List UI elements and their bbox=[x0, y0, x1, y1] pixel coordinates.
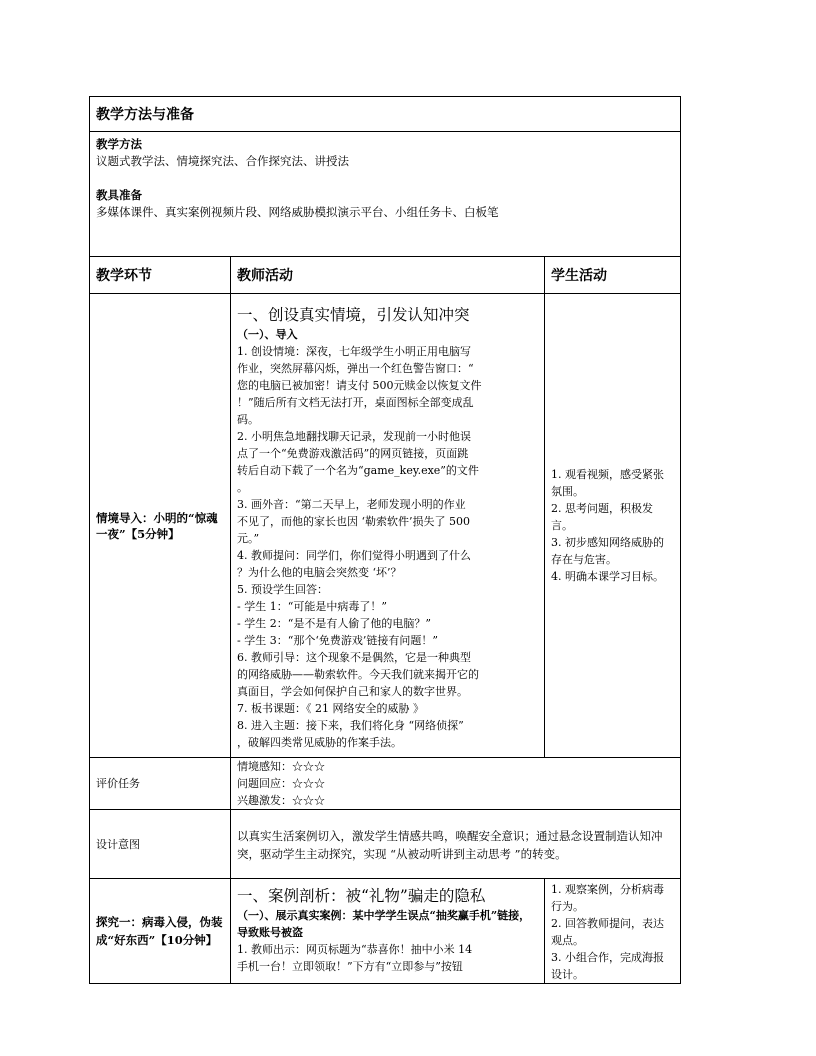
row-situation-intro bbox=[90, 294, 681, 758]
eval-item: 兴趣激发：☆☆☆ bbox=[237, 794, 325, 807]
prep-heading: 教具准备 bbox=[96, 188, 142, 202]
teacher-line: 4. 教师提问：同学们，你们觉得小明遇到了什么 bbox=[237, 549, 471, 562]
teacher-line: 6. 教师引导：这个现象不是偶然，它是一种典型 bbox=[237, 651, 471, 664]
section-title: 教学方法与准备 bbox=[90, 97, 681, 132]
teacher-line: ，破解四类常见威胁的作案手法。 bbox=[237, 736, 402, 749]
teacher-line: 5. 预设学生回答： bbox=[237, 583, 328, 596]
design-label: 设计意图 bbox=[90, 810, 231, 879]
teacher-line: 码。 bbox=[237, 413, 259, 426]
teacher-line: 转后自动下载了一个名为“game_key.exe”的文件 bbox=[237, 464, 479, 477]
methods-heading: 教学方法 bbox=[96, 137, 142, 151]
stage-situation-intro: 情境导入：小明的“惊魂一夜”【5分钟】 bbox=[90, 294, 231, 758]
eval-item: 问题回应：☆☆☆ bbox=[237, 777, 325, 790]
teacher-line: 真面目，学会如何保护自己和家人的数字世界。 bbox=[237, 685, 468, 698]
student-lines-2 bbox=[551, 881, 674, 983]
header-student: 学生活动 bbox=[545, 257, 681, 294]
teacher-line: 点了一个“免费游戏激活码”的网页链接，页面跳 bbox=[237, 447, 469, 460]
student-lines-1 bbox=[551, 466, 674, 585]
spacer bbox=[96, 170, 674, 187]
table-header-row bbox=[90, 257, 681, 294]
header-stage: 教学环节 bbox=[90, 257, 231, 294]
student-line: 1. 观看视频，感受紧张氛围。 bbox=[551, 468, 664, 498]
student-line: 4. 明确本课学习目标。 bbox=[551, 570, 664, 583]
student-line: 3. 小组合作，完成海报设计。 bbox=[551, 951, 664, 981]
prep-text: 多媒体课件、真实案例视频片段、网络威胁模拟演示平台、小组任务卡、白板笔 bbox=[96, 205, 499, 219]
teacher-line: 7. 板书课题：《 21 网络安全的威胁 》 bbox=[237, 702, 424, 715]
teacher-lines-1 bbox=[237, 343, 538, 751]
teacher-line: ！”随后所有文档无法打开，桌面图标全部变成乱 bbox=[237, 396, 474, 409]
lesson-plan-table bbox=[89, 96, 681, 984]
student-line: 1. 观察案例，分析病毒行为。 bbox=[551, 883, 664, 913]
teacher-line: 8. 进入主题：接下来，我们将化身 “网络侦探” bbox=[237, 719, 464, 732]
teacher-line: 手机一台！立即领取！”下方有“立即参与”按钮 bbox=[237, 960, 463, 973]
eval-label: 评价任务 bbox=[90, 758, 231, 810]
design-text: 以真实生活案例切入，激发学生情感共鸣，唤醒安全意识；通过悬念设置制造认知冲突，驱动学生主动探究，实现 “从被动听讲到主动思考 ”的转变。 bbox=[231, 810, 681, 879]
section-body-row bbox=[90, 132, 681, 257]
teacher-heading-1: 一、创设真实情境，引发认知冲突 bbox=[237, 306, 470, 324]
teacher-activity-2 bbox=[231, 879, 545, 984]
row-design-intent bbox=[90, 810, 681, 879]
header-teacher: 教师活动 bbox=[231, 257, 545, 294]
student-line: 2. 思考问题，积极发言。 bbox=[551, 502, 653, 532]
teacher-line: 您的电脑已被加密！请支付 500元赎金以恢复文件 bbox=[237, 379, 482, 392]
teacher-activity-1 bbox=[231, 294, 545, 758]
teacher-line: 1. 创设情境：深夜，七年级学生小明正用电脑写 bbox=[237, 345, 471, 358]
student-line: 2. 回答教师提问，表达观点。 bbox=[551, 917, 664, 947]
teacher-heading-2: 一、案例剖析：被“礼物”骗走的隐私 bbox=[237, 887, 486, 905]
teacher-line: 作业，突然屏幕闪烁，弹出一个红色警告窗口：“ bbox=[237, 362, 474, 375]
teacher-line: 1. 教师出示：网页标题为“恭喜你！抽中小米 14 bbox=[237, 943, 473, 956]
row-evaluation bbox=[90, 758, 681, 810]
teacher-line: ？为什么他的电脑会突然变 ‘坏’？ bbox=[237, 566, 402, 579]
teacher-line: - 学生 2：“是不是有人偷了他的电脑？” bbox=[237, 617, 431, 630]
student-activity-2 bbox=[545, 879, 681, 984]
teacher-lines-2 bbox=[237, 941, 538, 975]
teacher-line: 。 bbox=[237, 481, 248, 494]
teacher-line: 不见了，而他的家长也因 ‘勒索软件’损失了 500 bbox=[237, 515, 470, 528]
section-title-row bbox=[90, 97, 681, 132]
section-body bbox=[90, 132, 681, 257]
teacher-line: 的网络威胁——勒索软件。今天我们就来揭开它的 bbox=[237, 668, 479, 681]
teacher-line: - 学生 3：“那个‘免费游戏’链接有问题！” bbox=[237, 634, 438, 647]
student-activity-1 bbox=[545, 294, 681, 758]
student-line: 3. 初步感知网络威胁的存在与危害。 bbox=[551, 536, 664, 566]
eval-list bbox=[237, 758, 674, 809]
teacher-subheading-2: （一）、展示真实案例：某中学学生误点“抽奖赢手机”链接，导致账号被盗 bbox=[237, 909, 531, 939]
teacher-subheading-1: （一）、导入 bbox=[237, 328, 298, 341]
stage-inquiry-1: 探究一：病毒入侵，伪装成“好东西”【10分钟】 bbox=[90, 879, 231, 984]
eval-item: 情境感知：☆☆☆ bbox=[237, 760, 325, 773]
eval-items bbox=[231, 758, 681, 810]
teacher-line: 2. 小明焦急地翻找聊天记录，发现前一小时他误 bbox=[237, 430, 471, 443]
teacher-line: 3. 画外音：“第二天早上，老师发现小明的作业 bbox=[237, 498, 466, 511]
row-inquiry-1 bbox=[90, 879, 681, 984]
teacher-line: 元。” bbox=[237, 532, 260, 545]
methods-text: 议题式教学法、情境探究法、合作探究法、讲授法 bbox=[96, 154, 349, 168]
teacher-line: - 学生 1：“可能是中病毒了！” bbox=[237, 600, 387, 613]
